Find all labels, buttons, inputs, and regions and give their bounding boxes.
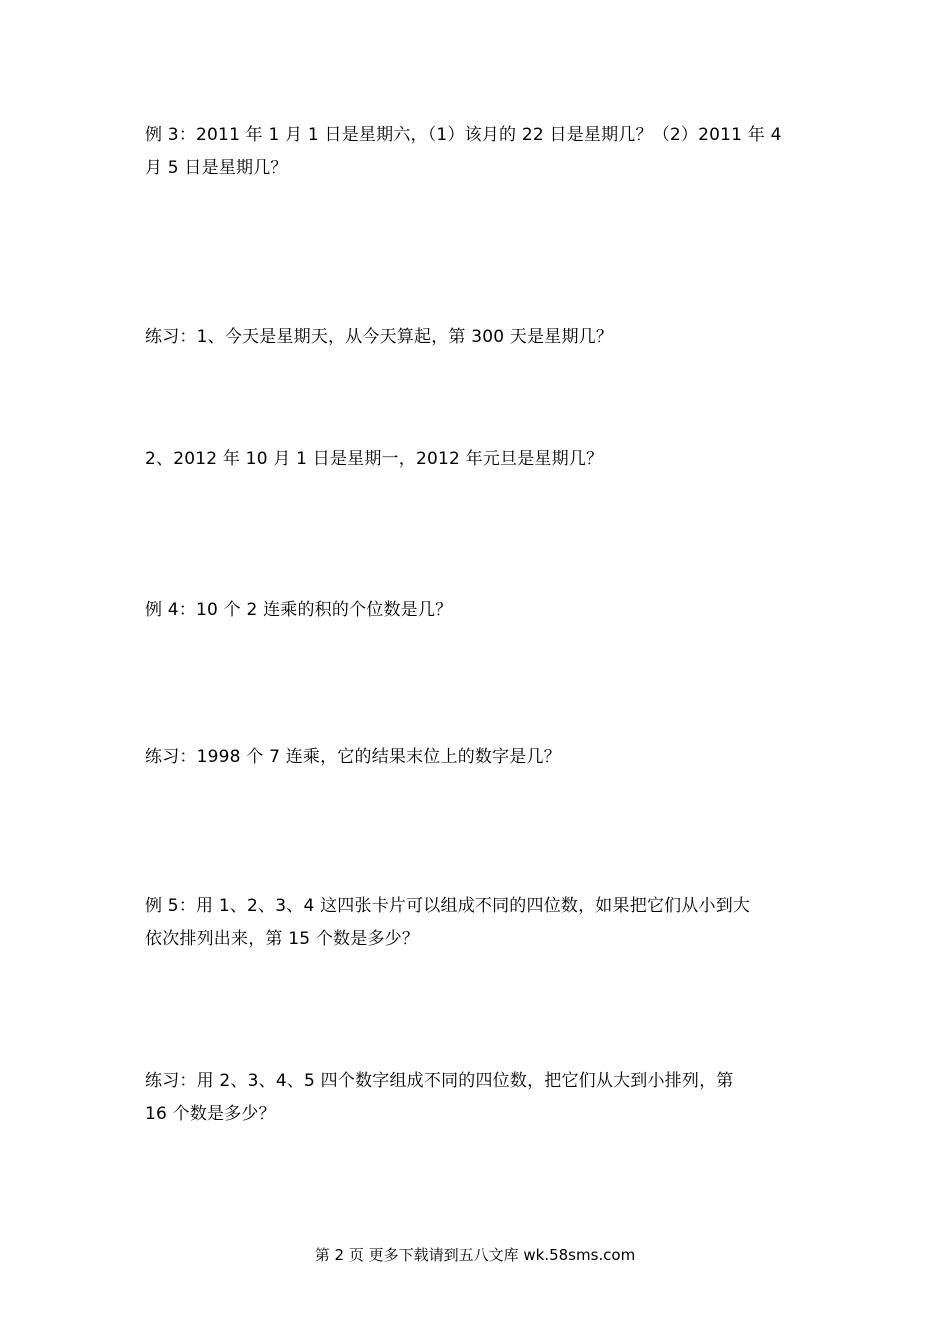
page-footer: 第 2 页 更多下载请到五八文库 wk.58sms.com bbox=[314, 1246, 636, 1264]
practice-4-line-2: 16 个数是多少？ bbox=[145, 1104, 276, 1124]
practice-2 bbox=[145, 443, 815, 476]
practice-2-line-1: 2、2012 年 10 月 1 日是星期一，2012 年元旦是星期几？ bbox=[145, 449, 604, 469]
example-3 bbox=[145, 119, 815, 185]
example-5-line-1: 例 5：用 1、2、3、4 这四张卡片可以组成不同的四位数，如果把它们从小到大 bbox=[145, 896, 751, 916]
practice-1 bbox=[145, 321, 815, 354]
practice-3-line-1: 练习：1998 个 7 连乘，它的结果末位上的数字是几？ bbox=[145, 747, 561, 767]
example-4 bbox=[145, 594, 815, 627]
practice-4-line-1: 练习：用 2、3、4、5 四个数字组成不同的四位数，把它们从大到小排列，第 bbox=[145, 1071, 734, 1091]
example-5 bbox=[145, 890, 815, 956]
example-5-line-2: 依次排列出来，第 15 个数是多少？ bbox=[145, 929, 420, 949]
practice-1-line-1: 练习：1、今天是星期天，从今天算起，第 300 天是星期几？ bbox=[145, 327, 614, 347]
example-3-line-1: 例 3：2011 年 1 月 1 日是星期六，（1）该月的 22 日是星期几？（2）2011 年 4 bbox=[145, 125, 782, 145]
practice-4 bbox=[145, 1065, 815, 1131]
practice-3 bbox=[145, 741, 815, 774]
example-3-line-2: 月 5 日是星期几？ bbox=[145, 158, 288, 178]
example-4-line-1: 例 4：10 个 2 连乘的积的个位数是几？ bbox=[145, 600, 453, 620]
